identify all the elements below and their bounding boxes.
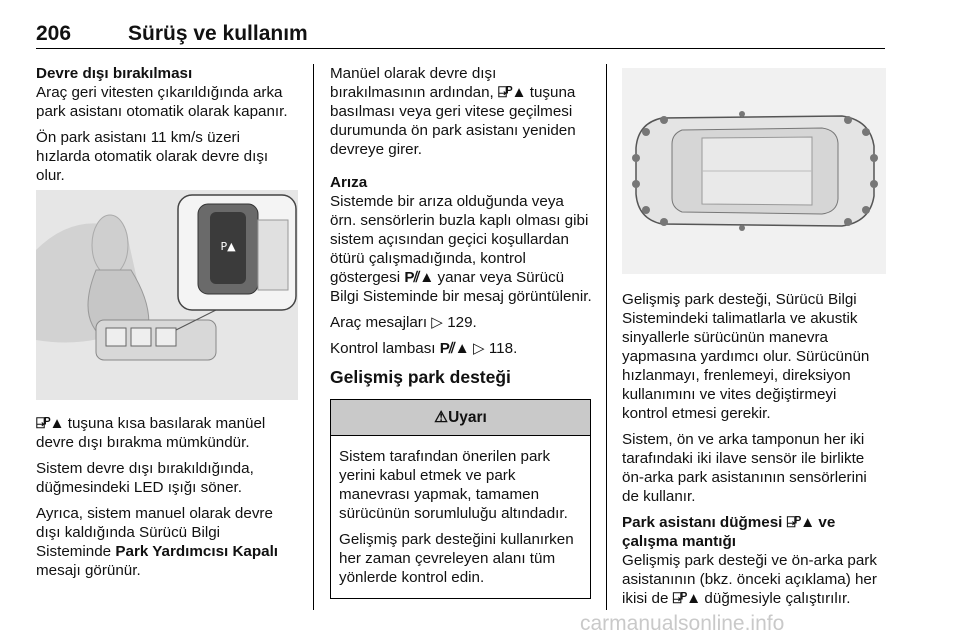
warning-paragraph: Sistem tarafından önerilen park yerini kabul etmek ve park manevrası yapmak, tamamen sürücünün sorumluluğu altındadır. xyxy=(339,448,568,522)
park-assist-icon: ⍈ᴾ▲ xyxy=(786,514,815,531)
warning-body xyxy=(331,436,590,598)
paragraph-text: Ayrıca, sistem manuel olarak devre dışı kaldığında Sürücü Bilgi Sisteminde xyxy=(36,505,273,560)
paragraph: Sistem devre dışı bırakıldığında, düğmesindeki LED ışığı söner. xyxy=(36,460,254,496)
paragraph-text: Gelişmiş park desteği ve ön-arka park asistanının (bkz. önceki açıklama) her ikisi de xyxy=(622,552,877,607)
paragraph: Ön park asistanı 11 km/s üzeri hızlarda otomatik olarak devre dışı olur. xyxy=(36,129,269,184)
car-topview-illustration xyxy=(622,68,886,274)
warning-header xyxy=(331,400,590,436)
page-title: Sürüş ve kullanım xyxy=(128,22,308,45)
column-2 xyxy=(330,64,592,599)
deactivation-heading: Devre dışı bırakılması xyxy=(36,65,193,82)
parking-indicator-icon: P⫽▲ xyxy=(404,269,434,286)
page-ref: 129. xyxy=(447,314,477,331)
svg-text:P▲: P▲ xyxy=(220,240,236,253)
paragraph-text: mesajı görünür. xyxy=(36,562,141,579)
paragraph-text: Sistemde bir arıza olduğunda veya örn. sensörlerin buzla kaplı olması gibi sistem açısından geçici koşullardan ötürü çalışmadığında, kontrol göstergesi xyxy=(330,193,589,286)
column-1-lower xyxy=(36,414,298,587)
page-reference-arrow-icon: ▷ xyxy=(472,340,485,357)
watermark: carmanualsonline.info xyxy=(580,612,785,635)
column-divider xyxy=(606,64,607,610)
page-ref: 118. xyxy=(488,340,518,357)
parking-indicator-icon: P⫽▲ xyxy=(439,340,469,357)
console-illustration xyxy=(36,190,298,400)
subheading-text: Park asistanı düğmesi xyxy=(622,514,783,531)
fault-heading: Arıza xyxy=(330,174,368,191)
paragraph-text: Araç mesajları xyxy=(330,314,428,331)
park-assist-icon: ⍈ᴾ▲ xyxy=(498,84,526,101)
park-assist-icon: ⍈ᴾ▲ xyxy=(36,415,64,432)
paragraph-text: Manüel olarak devre dışı bırakılmasının ardından, xyxy=(330,65,497,101)
warning-paragraph: Gelişmiş park desteğini kullanırken her zaman çevreleyen alanı tüm yönlerde kontrol edin. xyxy=(339,531,574,586)
park-assist-icon: ⍈ᴾ▲ xyxy=(672,590,701,607)
paragraph: Gelişmiş park desteği, Sürücü Bilgi Sistemindeki talimatlarla ve akustik sinyallerle sürücünün manevra yapmasına yardımcı olur. Sürücünün hızlanmayı, frenlemeyi, direksiyon kullanımını ve vites değiştirmeyi kontrol etmesi gerekir. xyxy=(622,291,870,422)
page-reference-arrow-icon: ▷ xyxy=(431,314,443,331)
warning-box xyxy=(330,399,591,599)
page-header xyxy=(36,20,885,49)
paragraph-text: Kontrol lambası xyxy=(330,340,436,357)
paragraph-text: yanar veya Sürücü Bilgi Sisteminde bir mesaj görüntülenir. xyxy=(330,269,592,305)
paragraph-text: düğmesiyle çalıştırılır. xyxy=(704,590,851,607)
paragraph: Araç geri vitesten çıkarıldığında arka park asistanı otomatik olarak kapanır. xyxy=(36,84,288,120)
paragraph: Sistem, ön ve arka tamponun her iki tarafındaki iki ilave sensör ile birlikte ön-arka park asistanının sensörlerini de kullanır. xyxy=(622,431,867,505)
column-1 xyxy=(36,64,298,192)
gear-shifter-figure xyxy=(36,190,298,400)
warning-title: Uyarı xyxy=(448,409,487,426)
column-3 xyxy=(622,290,886,615)
paragraph: tuşuna kısa basılarak manüel devre dışı bırakma mümkündür. xyxy=(36,415,266,451)
subheading-text: ve çalışma mantığı xyxy=(622,514,836,550)
message-name: Park Yardımcısı Kapalı xyxy=(115,543,279,560)
warning-triangle-icon: ⚠ xyxy=(434,409,449,426)
section-heading: Gelişmiş park desteği xyxy=(330,367,511,387)
page-number: 206 xyxy=(36,22,72,45)
paragraph-text: tuşuna basılması veya geri vitese geçilmesi durumunda ön park asistanı yeniden devreye girer. xyxy=(330,84,576,158)
column-divider xyxy=(313,64,314,610)
car-sensors-figure xyxy=(622,68,886,274)
